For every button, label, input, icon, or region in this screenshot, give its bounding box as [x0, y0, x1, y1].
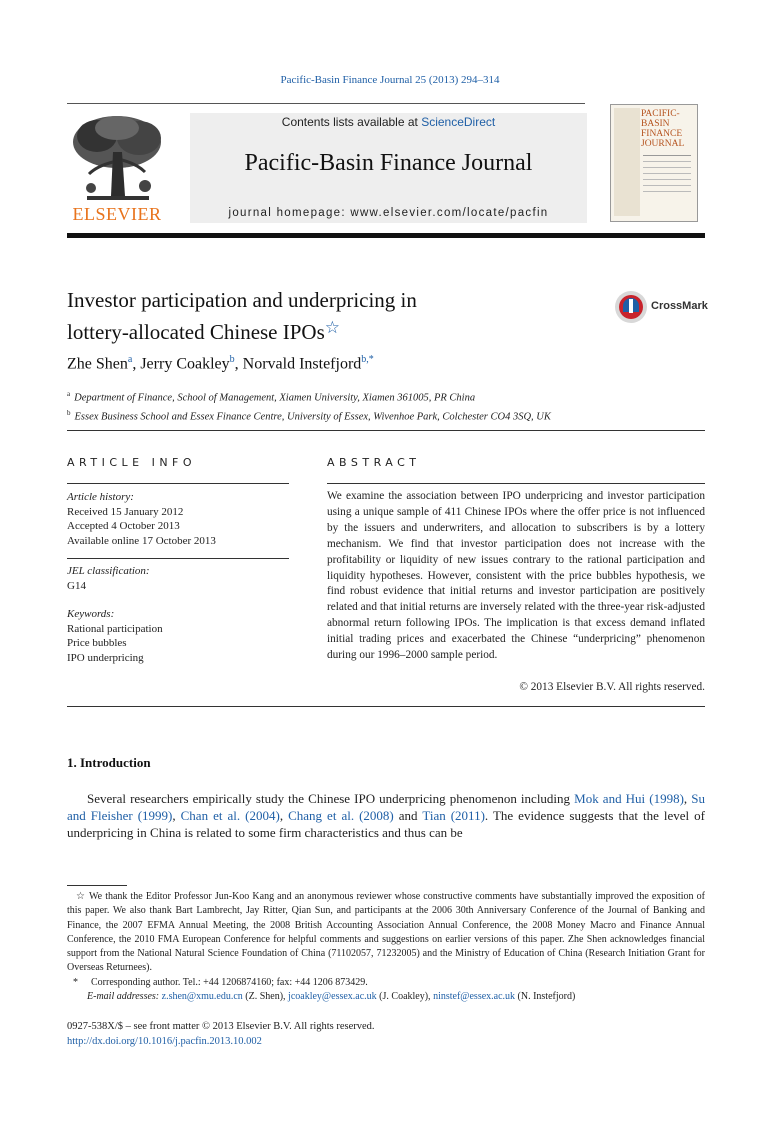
- crossmark-label: CrossMark: [651, 300, 708, 312]
- affiliation-text: Essex Business School and Essex Finance Centre, University of Essex, Wivenhoe Park, Colchester CO4 3SQ, UK: [74, 411, 551, 422]
- title-line-2: lottery-allocated Chinese IPOs: [67, 320, 325, 344]
- keywords-label: Keywords:: [67, 608, 115, 620]
- email-owner: (J. Coakley),: [376, 991, 434, 1003]
- intro-text: ,: [279, 808, 289, 823]
- header-rule: [67, 103, 585, 104]
- cover-line: [643, 191, 691, 192]
- introduction-paragraph: [67, 790, 705, 841]
- cover-line: [643, 167, 691, 168]
- introduction-heading: 1. Introduction: [67, 755, 151, 770]
- article-info: [67, 490, 289, 548]
- cover-line: [643, 155, 691, 156]
- affiliation-mark: b: [67, 408, 71, 417]
- cover-line: [643, 185, 691, 186]
- keywords-block: [67, 607, 289, 665]
- elsevier-wordmark: ELSEVIER: [72, 204, 162, 224]
- author-list: Zhe Shen$^a$, Jerry Coakley$^b$, Norvald Instefjord$^{b,*}$: [67, 354, 374, 373]
- elsevier-logo: [67, 112, 167, 224]
- email-owner: (N. Instefjord): [515, 991, 576, 1003]
- keyword: Rational participation: [67, 622, 163, 635]
- author-name: Norvald Instefjord: [242, 355, 362, 373]
- section-rule: [67, 430, 705, 431]
- footnote-star-text: We thank the Editor Professor Jun-Koo Kang and an anonymous reviewer whose constructive comments have substantially improved the exposition of this paper. We also thank Bart Lambrecht, Jay Ritter, Qian Sun, and participants at the 2006 30th Anniversary Conference of the Journal of Banking and Finance, the 2007 EFMA Annual Meeting, the 2008 British Accounting Association Annual Conference, the 2008 Money Macro and Finance Annual Conference, the 2010 FMA European Conference for helpful comments and suggestions on earlier versions of this paper. Zhe Shen acknowledges financial support from the National Natural Science Foundation of China (71102057, 71232005) and the Ministry of Education of China (Research Initiation Grant for Overseas Returnees).: [67, 891, 705, 974]
- author-affil-mark[interactable]: b,*: [361, 354, 374, 365]
- reference-link[interactable]: Tian (2011): [422, 808, 485, 823]
- author-name: Jerry Coakley: [140, 355, 230, 373]
- crossmark-icon: [614, 290, 648, 324]
- abstract-text: We examine the association between IPO underpricing and investor participation using a unique sample of 411 Chinese IPOs where the offer price is not influenced by the issuers and underwriters, and allocation to subscribers is by a lottery mechanism. We find that investor participation does not increase with the profitability or liquidity of new issues contrary to the rational participation and liquidity hypotheses. However, consistent with the price bubbles hypothesis, we find robust evidence that initial returns and investor participation are positively related and that initial returns are inversely related with the three-year risk-adjusted abnormal return following IPOs. The implication is that excess demand inflated initial trading prices and exacerbated the Chinese “underpricing” phenomenon during our 1996–2000 sample period.: [327, 490, 705, 662]
- intro-text: . The evidence suggests that the level of underpricing in China is related to some firm characteristics and thus can be: [67, 808, 705, 840]
- jel-block: [67, 564, 289, 593]
- journal-citation[interactable]: Pacific-Basin Finance Journal 25 (2013) 294–314: [280, 74, 500, 86]
- online-date: Available online 17 October 2013: [67, 534, 216, 547]
- abstract-rule: [327, 483, 705, 484]
- issn-line: 0927-538X/$ – see front matter © 2013 Elsevier B.V. All rights reserved.: [67, 1021, 375, 1032]
- abstract-copyright: © 2013 Elsevier B.V. All rights reserved.: [519, 681, 705, 693]
- contents-line: [190, 115, 587, 129]
- author-affil-mark[interactable]: a: [127, 354, 133, 365]
- email-link[interactable]: z.shen@xmu.edu.cn: [161, 991, 243, 1003]
- cover-line: [643, 173, 691, 174]
- email-link[interactable]: ninstef@essex.ac.uk: [433, 991, 516, 1003]
- abstract-heading: ABSTRACT: [327, 456, 421, 469]
- homepage-url-link[interactable]: www.elsevier.com/locate/pacfin: [350, 207, 549, 219]
- reference-link[interactable]: Chang et al. (2008): [288, 808, 394, 823]
- footnote-acknowledgement: [67, 890, 705, 976]
- sciencedirect-link[interactable]: ScienceDirect: [421, 115, 496, 129]
- history-label: Article history:: [67, 491, 134, 503]
- footnote-corr-mark: *: [73, 976, 78, 988]
- affiliations: [67, 387, 551, 424]
- keyword: IPO underpricing: [67, 651, 144, 664]
- footnotes: [67, 890, 705, 1004]
- cover-line: [643, 179, 691, 180]
- article-title: [67, 286, 587, 346]
- header-rule-thick: [67, 233, 705, 238]
- cover-line: [643, 161, 691, 162]
- affiliation-item: [67, 406, 551, 425]
- jel-code: G14: [67, 579, 86, 592]
- footnote-corresponding: [67, 976, 705, 990]
- front-matter-info: [67, 1019, 375, 1049]
- author-name: Zhe Shen: [67, 355, 128, 373]
- section-rule: [67, 706, 705, 707]
- cover-title: PACIFIC-BASIN FINANCE JOURNAL: [641, 109, 685, 149]
- intro-text: ,: [683, 791, 692, 806]
- jel-label: JEL classification:: [67, 565, 150, 577]
- reference-link[interactable]: Mok and Hui (1998): [574, 791, 684, 806]
- keyword: Price bubbles: [67, 637, 127, 649]
- email-owner: (Z. Shen),: [242, 991, 289, 1003]
- affiliation-mark: a: [67, 390, 71, 398]
- footnote-star-mark: ☆: [76, 891, 85, 902]
- info-rule: [67, 483, 289, 484]
- contents-prefix: Contents lists available at: [281, 115, 422, 129]
- intro-text: ,: [172, 808, 181, 823]
- email-label: E-mail addresses:: [87, 991, 160, 1003]
- article-info-heading: ARTICLE INFO: [67, 456, 197, 469]
- journal-homepage: [190, 207, 587, 219]
- homepage-prefix: journal homepage:: [228, 207, 351, 219]
- footnote-emails: [67, 990, 705, 1004]
- affiliation-item: [67, 387, 551, 406]
- intro-text: and: [393, 808, 423, 823]
- email-link[interactable]: jcoakley@essex.ac.uk: [288, 991, 377, 1003]
- received-date: Received 15 January 2012: [67, 505, 184, 518]
- title-footnote-star[interactable]: ☆: [324, 318, 341, 337]
- reference-link[interactable]: Su and Fleisher (1999): [67, 791, 705, 823]
- accepted-date: Accepted 4 October 2013: [67, 520, 180, 532]
- crossmark-badge[interactable]: [614, 290, 706, 324]
- title-line-1: Investor participation and underpricing in: [67, 288, 417, 312]
- reference-link[interactable]: Chan et al. (2004): [180, 808, 280, 823]
- footnote-rule: [67, 885, 127, 886]
- corresponding-author: Corresponding author. Tel.: +44 1206874160; fax: +44 1206 873429.: [91, 976, 368, 988]
- journal-name: Pacific-Basin Finance Journal: [244, 150, 533, 176]
- info-rule: [67, 558, 289, 559]
- affiliation-text: Department of Finance, School of Management, Xiamen University, Xiamen 361005, PR China: [74, 392, 476, 404]
- author-affil-mark[interactable]: b: [229, 354, 235, 365]
- doi-link[interactable]: http://dx.doi.org/10.1016/j.pacfin.2013.10.002: [67, 1036, 262, 1047]
- journal-cover-thumbnail[interactable]: [610, 104, 698, 222]
- cover-sidebar: [614, 108, 640, 216]
- intro-text: Several researchers empirically study the Chinese IPO underpricing phenomenon including: [87, 791, 575, 806]
